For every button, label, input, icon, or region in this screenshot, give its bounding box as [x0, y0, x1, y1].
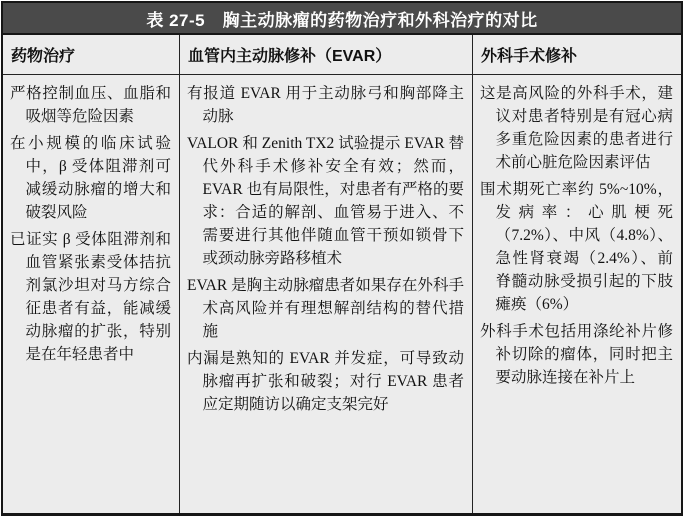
evar-paragraph: VALOR 和 Zenith TX2 试验提示 EVAR 替代外科手术修补安全有效；然而，EVAR 也有局限性，对患者有严格的要求：合适的解剖、血管易于进入、不需要进行其他伴随血管干预如锁骨下或颈动脉旁路移植术 [187, 135, 464, 267]
column-header-evar: 血管内主动脉修补（EVAR） [180, 35, 473, 75]
table-grid [3, 35, 681, 513]
surgical-repair-paragraph: 外科手术包括用涤纶补片修补切除的瘤体，同时把主要动脉连接在补片上 [480, 323, 673, 386]
cell-drug-therapy [3, 75, 180, 513]
drug-therapy-paragraph: 严格控制血压、血脂和吸烟等危险因素 [10, 85, 171, 125]
cell-surgical-repair [473, 75, 681, 513]
drug-therapy-paragraph: 在小规模的临床试验中，β 受体阻滞剂可减缓动脉瘤的增大和破裂风险 [10, 135, 171, 221]
drug-therapy-paragraph: 已证实 β 受体阻滞剂和血管紧张素受体拮抗剂氯沙坦对马方综合征患者有益，能减缓动脉瘤的扩张，特别是在年轻患者中 [10, 231, 171, 363]
column-header-drug-therapy: 药物治疗 [3, 35, 180, 75]
evar-paragraph: EVAR 是胸主动脉瘤患者如果存在外科手术高风险并有理想解剖结构的替代措施 [187, 277, 464, 340]
table-title: 表 27-5 胸主动脉瘤的药物治疗和外科治疗的对比 [3, 3, 681, 35]
cell-evar [180, 75, 473, 513]
evar-paragraph: 有报道 EVAR 用于主动脉弓和胸部降主动脉 [187, 85, 464, 125]
surgical-repair-paragraph: 围术期死亡率约 5%~10%，发病率：心肌梗死（7.2%）、中风（4.8%）、急性肾衰竭（2.4%）、前脊髓动脉受损引起的下肢瘫痪（6%） [480, 181, 673, 313]
surgical-repair-paragraph: 这是高风险的外科手术，建议对患者特别是有冠心病多重危险因素的患者进行术前心脏危险因素评估 [480, 85, 673, 171]
evar-paragraph: 内漏是熟知的 EVAR 并发症，可导致动脉瘤再扩张和破裂；对行 EVAR 患者应定期随访以确定支架完好 [187, 350, 464, 413]
comparison-table [1, 1, 683, 516]
column-header-surgical-repair: 外科手术修补 [473, 35, 681, 75]
